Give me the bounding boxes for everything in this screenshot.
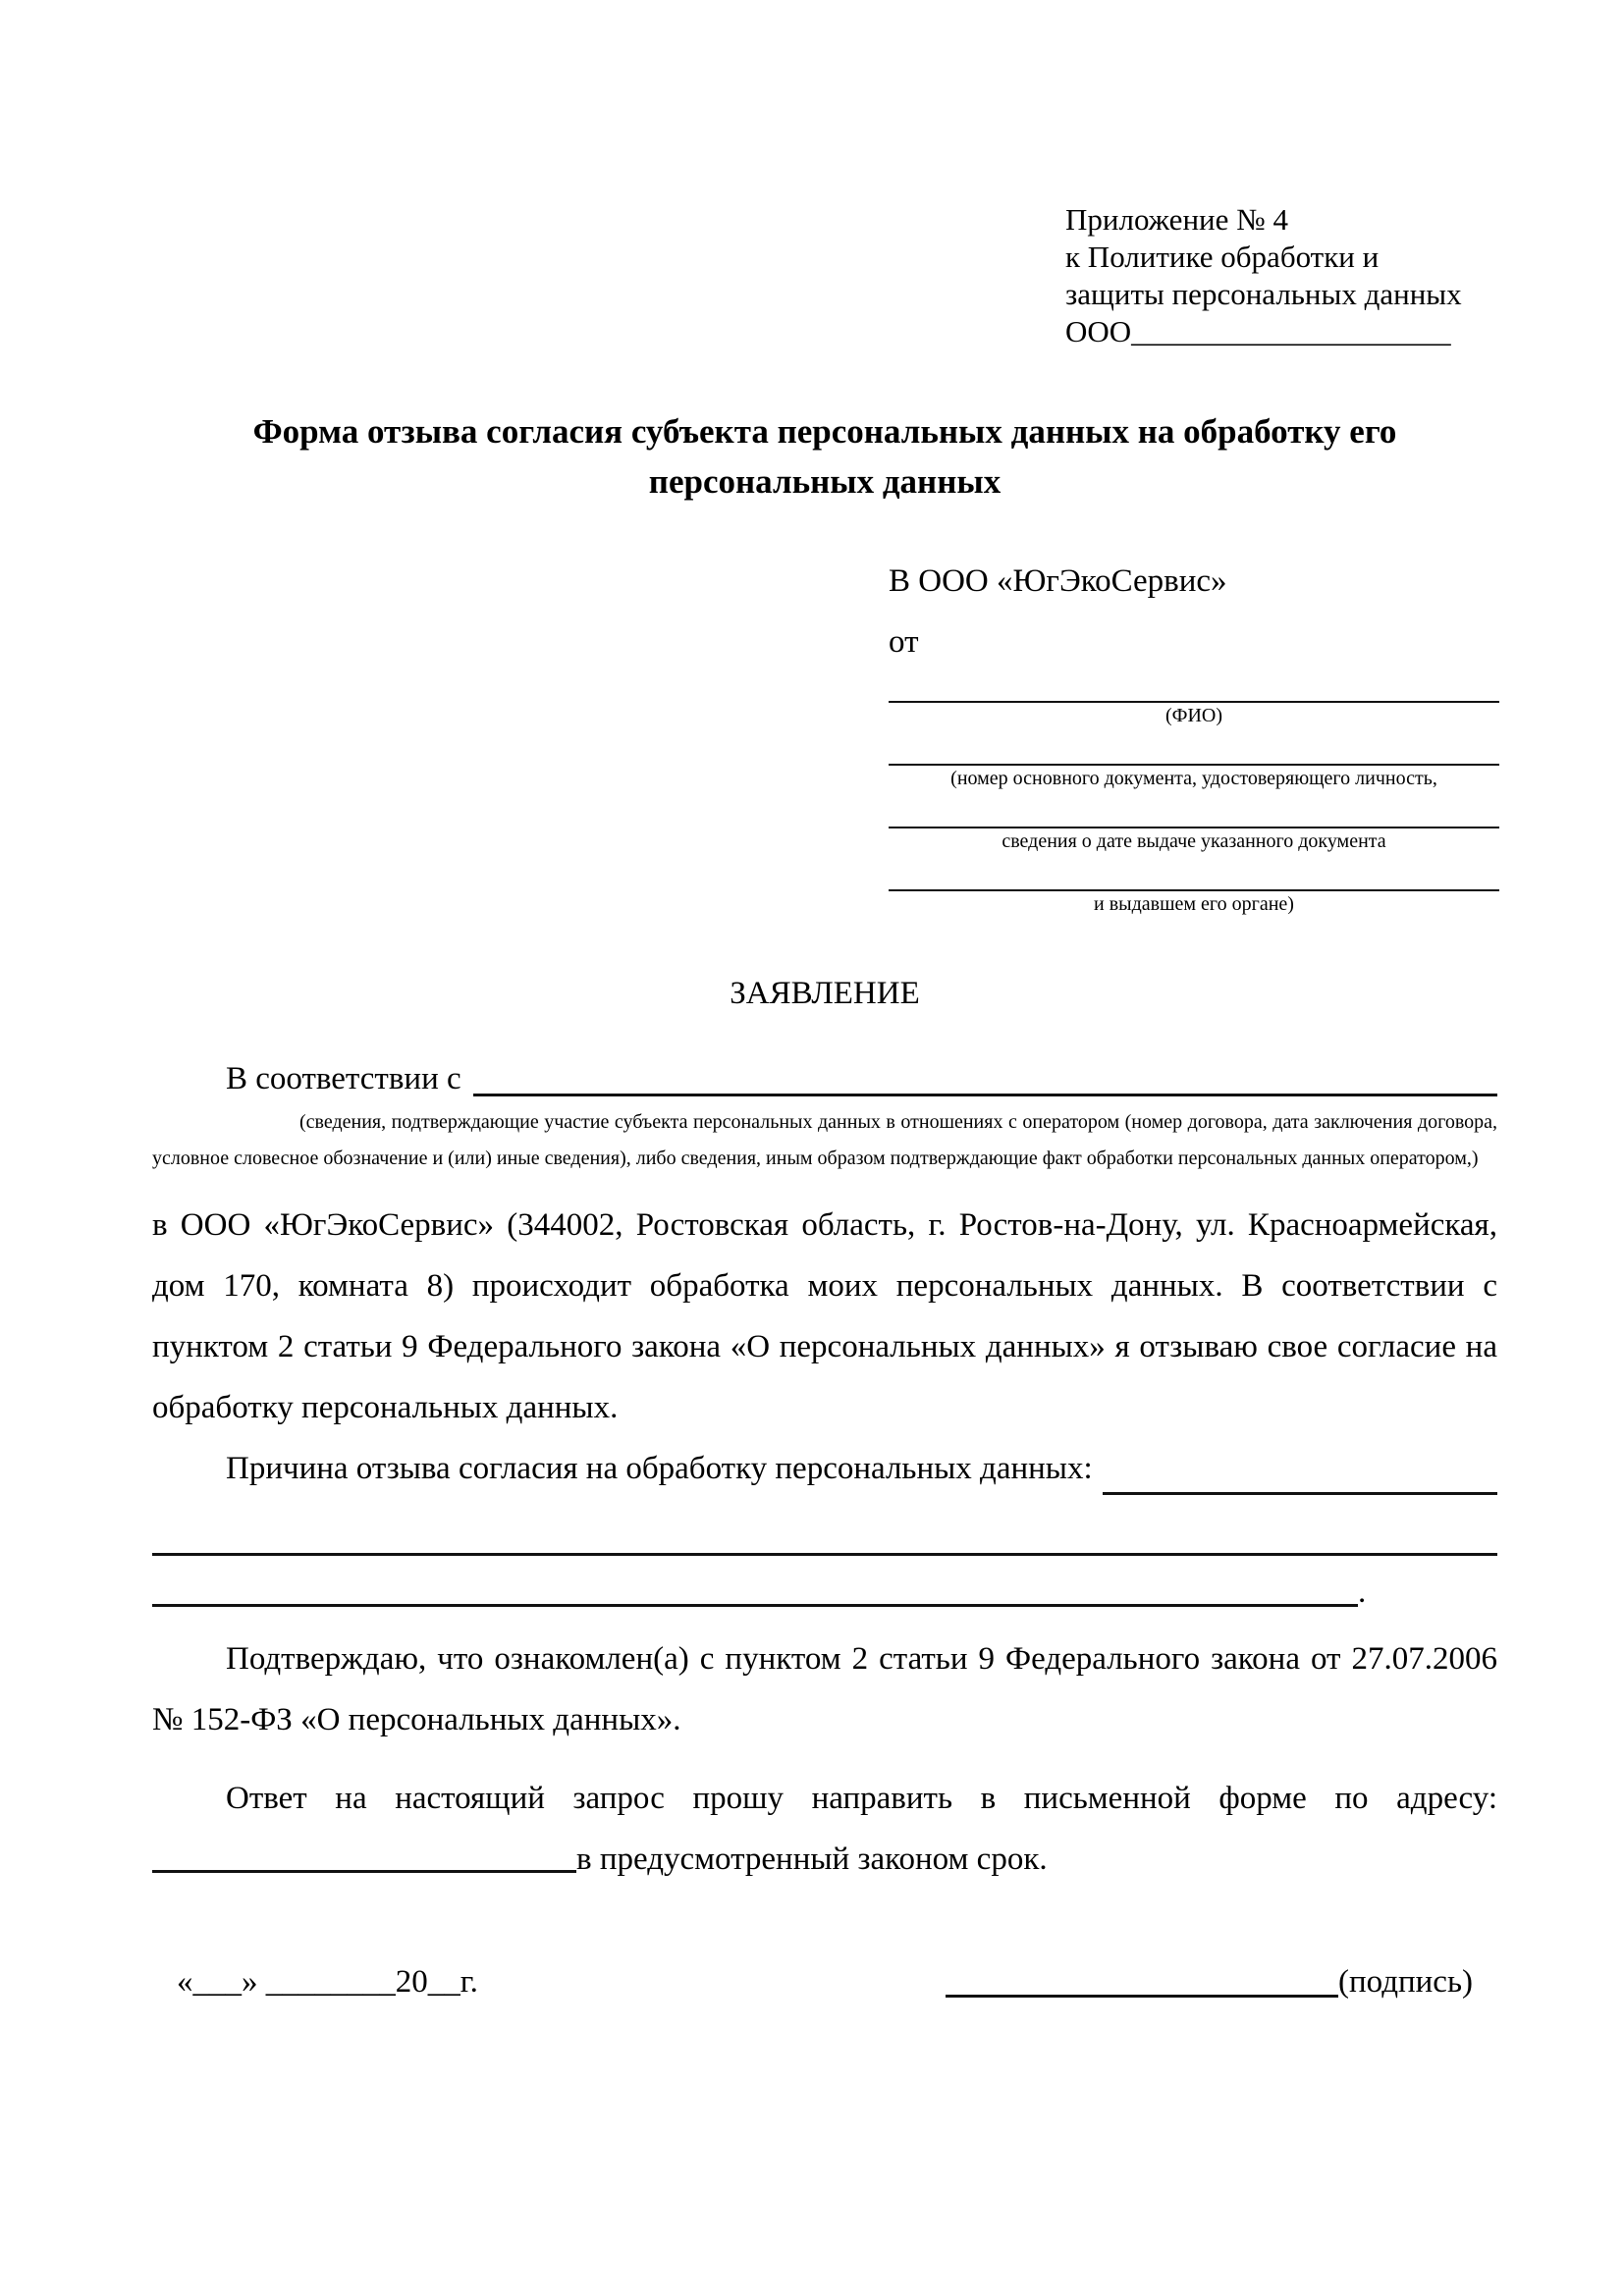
reason-label: Причина отзыва согласия на обработку персональных данных: — [226, 1450, 1093, 1486]
accordance-footnote: (сведения, подтверждающие участие субъекта персональных данных в отношениях с оператором (номер договора, дата заключения договора, условное словесное обозначение и (или) иные сведения), либо сведения, иным образом подтверждающие факт обработки персональных данных оператором,) — [152, 1110, 1497, 1169]
accordance-field-line[interactable] — [473, 1094, 1497, 1096]
signature-field-line[interactable] — [946, 1995, 1338, 1998]
annex-ooo-blank-line: ООО_____________________ — [1065, 314, 1451, 348]
annex-header — [1065, 201, 1499, 350]
signature-caption: (подпись) — [1338, 1963, 1473, 2000]
date-blank-line[interactable]: «___» ________20__г. — [177, 1963, 478, 2000]
accordance-row — [152, 1057, 1497, 1100]
addressee-to: В ООО «ЮгЭкоСервис» — [889, 562, 1227, 599]
statement-heading: ЗАЯВЛЕНИЕ — [730, 975, 920, 1011]
annex-line-3: защиты персональных данных — [1065, 277, 1462, 311]
reason-terminator: . — [1358, 1574, 1367, 1610]
annex-line-2: к Политике обработки и — [1065, 240, 1380, 274]
reason-field-line-2[interactable] — [152, 1499, 1497, 1556]
fio-caption: (ФИО) — [1164, 704, 1222, 726]
addressee-from-label: от — [889, 623, 919, 660]
reply-prefix: Ответ на настоящий запрос прошу направить в письменной форме по адресу: — [226, 1780, 1497, 1816]
reason-row — [152, 1438, 1497, 1499]
document-issue-date-caption: сведения о дате выдаче указанного документа — [1001, 829, 1386, 852]
confirmation-paragraph: Подтверждаю, что ознакомлен(а) с пунктом 2 статьи 9 Федерального закона от 27.07.2006 № 152-ФЗ «О персональных данных». — [152, 1640, 1497, 1737]
reply-address-field-line[interactable] — [152, 1840, 576, 1873]
document-number-caption: (номер основного документа, удостоверяющего личность, — [950, 767, 1437, 789]
accordance-prefix: В соответствии с — [226, 1060, 461, 1096]
annex-line-1: Приложение № 4 — [1065, 202, 1288, 237]
reason-field-line-3[interactable] — [152, 1604, 1358, 1607]
reply-paragraph — [152, 1768, 1497, 1890]
document-title: Форма отзыва согласия субъекта персональных данных на обработку его персональных данных — [252, 412, 1397, 501]
statement-body-paragraph: в ООО «ЮгЭкоСервис» (344002, Ростовская область, г. Ростов-на-Дону, ул. Красноармейская, дом 170, комната 8) происходит обработка моих персональных данных. В соответствии с пунктом 2 статьи 9 Федерального закона «О персональных данных» я отзываю свое согласие на обработку персональных данных. — [152, 1206, 1497, 1425]
reply-suffix: в предусмотренный законом срок. — [576, 1841, 1048, 1877]
signature-group — [946, 1960, 1473, 2003]
reason-field-line-3-row — [152, 1556, 1497, 1611]
reason-field-line-1[interactable] — [1103, 1492, 1497, 1495]
addressee-block — [889, 561, 1499, 917]
document-issuer-caption: и выдавшем его органе) — [1094, 892, 1294, 915]
footer-row — [152, 1960, 1497, 2003]
